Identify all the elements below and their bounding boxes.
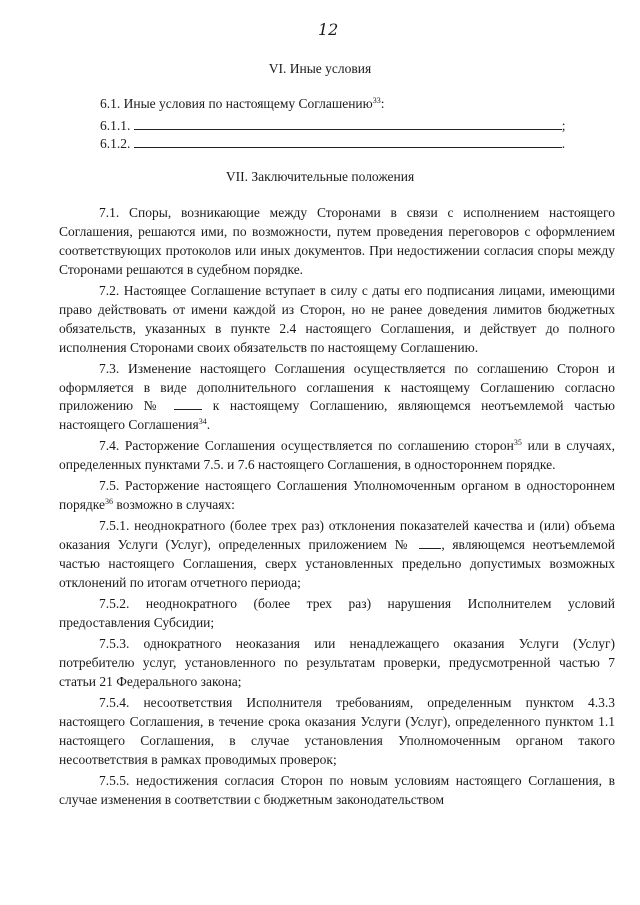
item-6-1-1-number: 6.1.1. — [100, 118, 131, 133]
paragraph-7-2: 7.2. Настоящее Соглашение вступает в силу с даты его подписания лицами, имеющими право действовать от имени каждой из Сторон, но не ранее доведения лимитов бюджетных обязательств, указанных в пункте 2.4 настоящего Соглашения, и действует до полного исполнения Сторонами своих обязательств по настоящему Соглашению. — [59, 282, 615, 355]
paragraph-7-4-text-a: 7.4. Расторжение Соглашения осуществляется по соглашению сторон — [99, 438, 514, 454]
paragraph-7-5-text-b: возможно в случаях: — [116, 497, 235, 513]
paragraph-7-5-1 — [59, 517, 615, 593]
item-6-1-2-number: 6.1.2. — [100, 136, 131, 151]
footnote-ref-33: 33 — [372, 96, 381, 105]
item-6-1 — [100, 95, 385, 113]
paragraph-7-1: 7.1. Споры, возникающие между Сторонами в связи с исполнением настоящего Соглашения, решаются ими, по возможности, путем проведения переговоров с оформлением соответствующих протоколов или иных документов. При недостижении согласия споры между Сторонами решаются в судебном порядке. — [59, 205, 615, 277]
paragraph-7-5 — [59, 477, 615, 515]
paragraph-7-5-3: 7.5.3. однократного неоказания или ненадлежащего оказания Услуги (Услуг) потребителю услуг, установленного по результатам проверки, предусмотренной частью 7 статьи 21 Федерального закона; — [59, 636, 615, 690]
paragraph-7-5-1-text-b: , являющемся неотъемлемой частью настоящего Соглашения, сверх установленных предельно допустимых возможных отклонений по итогам отчетного периода; — [59, 537, 615, 591]
section-6-title: VI. Иные условия — [268, 61, 372, 76]
paragraph-7-5-text-a: 7.5. Расторжение настоящего Соглашения Уполномоченным органом в одностороннем порядке — [59, 478, 615, 513]
section-7-title: VII. Заключительные положения — [225, 169, 415, 184]
item-6-1-text: 6.1. Иные условия по настоящему Соглашению — [100, 96, 373, 111]
footnote-ref-35: 35 — [513, 438, 522, 448]
item-6-1-2 — [100, 135, 565, 153]
appendix-number-blank-2 — [419, 537, 441, 549]
paragraph-7-3-text-b: к настоящему Соглашению, являющемся неотъемлемой частью настоящего Соглашения — [59, 398, 616, 433]
paragraph-7-5-4: 7.5.4. несоответствия Исполнителя требованиям, определенным пунктом 4.3.3 настоящего Соглашения, в течение срока оказания Услуги (Услуг), определенного пунктом 1.1 настоящего Соглашения, в случае установления Уполномоченным органом такого несоответствия в рамках проводимых проверок; — [59, 695, 615, 767]
paragraph-7-3 — [59, 360, 615, 436]
item-6-1-colon: : — [380, 96, 385, 111]
item-6-1-2-blank-line — [134, 135, 562, 148]
paragraph-7-4-text-b: или в случаях, определенных пунктами 7.5. и 7.6 настоящего Соглашения, в одностороннем порядке. — [59, 438, 616, 473]
paragraph-7-5-5: 7.5.5. недостижения согласия Сторон по новым условиям настоящего Соглашения, в случае изменения в соответствии с бюджетным законодательством — [59, 772, 615, 807]
paragraph-7-3-text-a: 7.3. Изменение настоящего Соглашения осуществляется по соглашению Сторон и оформляется в виде дополнительного соглашения к настоящему Соглашению согласно приложению № — [59, 360, 615, 414]
paragraph-7-5-1-text-a: 7.5.1. неоднократного (более трех раз) отклонения показателей качества и (или) объема оказания Услуги (Услуг), определенных приложением № — [59, 518, 615, 553]
section-7-body — [59, 204, 615, 812]
page-number: 12 — [318, 20, 339, 39]
item-6-1-1 — [100, 117, 566, 135]
footnote-ref-34: 34 — [198, 417, 207, 427]
paragraph-7-5-2: 7.5.2. неоднократного (более трех раз) нарушения Исполнителем условий предоставления Субсидии; — [59, 596, 615, 631]
paragraph-7-3-period: . — [206, 417, 211, 433]
item-6-1-2-period: . — [561, 136, 566, 151]
paragraph-7-4 — [59, 437, 615, 475]
item-6-1-1-semicolon: ; — [561, 118, 566, 133]
item-6-1-1-blank-line — [134, 117, 562, 130]
footnote-ref-36: 36 — [105, 497, 114, 507]
appendix-number-blank — [174, 398, 202, 410]
